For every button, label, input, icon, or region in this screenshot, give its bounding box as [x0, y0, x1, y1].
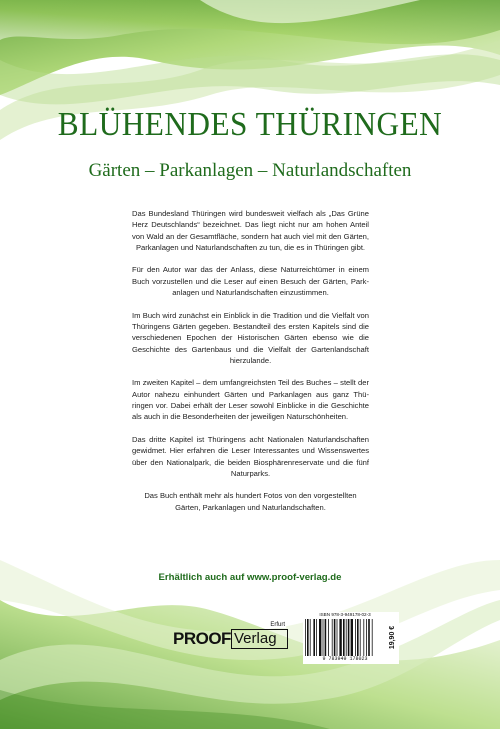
publisher-city: Erfurt: [270, 622, 285, 628]
publisher-name-boxed: Verlag: [234, 630, 277, 647]
isbn-barcode: [303, 612, 399, 664]
availability-link-text: Erhältlich auch auf www.proof-verlag.de: [158, 572, 342, 583]
blurb-paragraph-3: Im Buch wird zunächst ein Einblick in die Tradition und die Vielfalt von Thüringens Gärten gegeben. Bestandteil des ersten Kapitels sind die verschiedenen Epochen der Historischen Gärten ebenso wie die Geschichte des Gartenbaus und die Vielfalt der Gartenlandschaft hierzulande.: [132, 310, 369, 365]
blurb-paragraph-4: Im zweiten Kapitel – dem umfangreichsten Teil des Buches – stellt der Autor nahezu einhundert Gärten und Parkanlagen aus ganz Thü-ringen vor. Dabei erhält der Leser sowohl Einblicke in die Geschichte als auch in die Besonderheiten der jeweiligen Naturschönheiten.: [132, 378, 369, 422]
book-title: BLÜHENDES THÜRINGEN: [57, 106, 443, 143]
ean-digits: 9 783949 178023: [322, 656, 368, 662]
price-label: 19,90 €: [389, 625, 397, 650]
blurb-paragraph-2: Für den Autor war das der Anlass, diese Naturreichtümer in einem Buch vorzustellen und die Leser auf einen Besuch der Gärten, Park-anlagen und Naturlandschaften einzustimmen.: [132, 265, 369, 298]
blurb-paragraph-6: Das Buch enthält mehr als hundert Fotos von den vorgestellten Gärten, Parkanlagen und Naturlandschaften.: [144, 491, 357, 512]
publisher-name-bold: PROOF: [173, 629, 231, 648]
publisher-name-box: [231, 622, 288, 649]
book-subtitle: Gärten – Parkanlagen – Naturlandschaften: [88, 160, 412, 181]
isbn-number: ISBN 978-3-949178-02-3: [319, 612, 371, 617]
barcode-bars: [305, 619, 385, 656]
blurb-paragraph-5: Das dritte Kapitel ist Thüringens acht Nationalen Naturlandschaften gewidmet. Hier erfahren die Leser Interessantes und Wissenswertes über den Nationalpark, die beiden Biosphärenreservate und die fünf Naturparks.: [132, 434, 369, 478]
blurb-text: [132, 208, 369, 524]
blurb-paragraph-1: Das Bundesland Thüringen wird bundesweit vielfach als „Das Grüne Herz Deutschlands“ bezeichnet. Das liegt nicht nur am hohen Anteil von Wald an der Gesamtfläche, sondern hat auch viel mit den Gärten, Parkanlagen und Naturlandschaften zu tun, die es in Thüringen gibt.: [132, 209, 369, 252]
